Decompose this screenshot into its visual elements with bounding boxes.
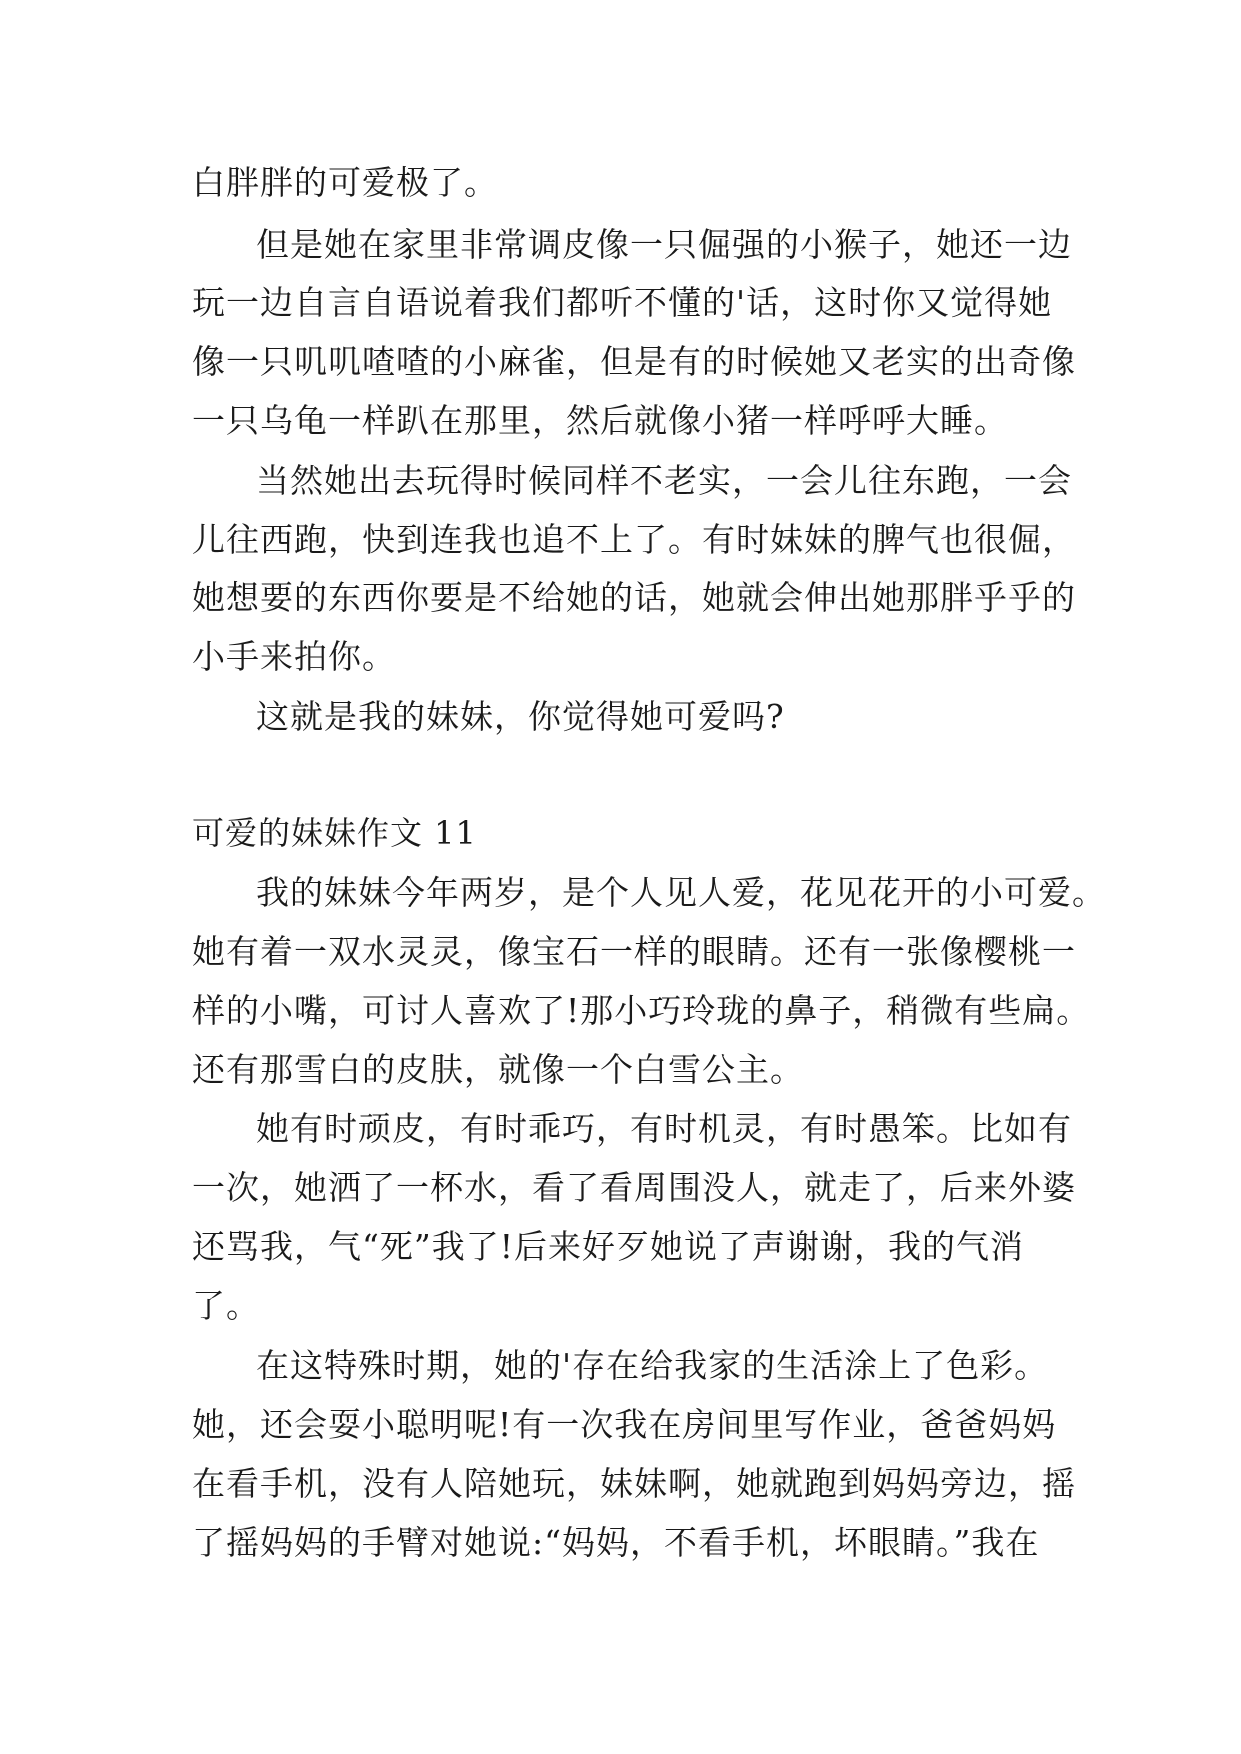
text-line: 小手来拍你。 (192, 637, 396, 676)
text-line: 她，还会耍小聪明呢!有一次我在房间里写作业，爸爸妈妈 (192, 1405, 1057, 1444)
text-line: 儿往西跑，快到连我也追不上了。有时妹妹的脾气也很倔， (192, 520, 1076, 559)
text-line: 样的小嘴，可讨人喜欢了!那小巧玲珑的鼻子，稍微有些扁。 (192, 991, 1091, 1030)
text-line: 这就是我的妹妹，你觉得她可爱吗? (256, 697, 785, 736)
text-line: 了。 (192, 1286, 260, 1325)
text-line: 她有着一双水灵灵，像宝石一样的眼睛。还有一张像樱桃一 (192, 932, 1076, 971)
text-line: 但是她在家里非常调皮像一只倔强的小猴子，她还一边 (256, 225, 1072, 264)
text-line: 当然她出去玩得时候同样不老实，一会儿往东跑，一会 (256, 461, 1072, 500)
text-line: 我的妹妹今年两岁，是个人见人爱，花见花开的小可爱。 (256, 873, 1106, 912)
text-line: 玩一边自言自语说着我们都听不懂的'话，这时你又觉得她 (192, 283, 1053, 322)
text-line: 她有时顽皮，有时乖巧，有时机灵，有时愚笨。比如有 (256, 1109, 1072, 1148)
text-line: 她想要的东西你要是不给她的话，她就会伸出她那胖乎乎的 (192, 578, 1076, 617)
text-line: 一次，她洒了一杯水，看了看周围没人，就走了，后来外婆 (192, 1168, 1076, 1207)
text-line: 在这特殊时期，她的'存在给我家的生活涂上了色彩。 (256, 1346, 1049, 1385)
text-line: 了摇妈妈的手臂对她说:“妈妈，不看手机，坏眼睛。”我在 (192, 1523, 1040, 1562)
text-line: 还骂我，气“死”我了!后来好歹她说了声谢谢，我的气消 (192, 1227, 1025, 1266)
text-line: 白胖胖的可爱极了。 (192, 163, 498, 202)
text-line: 在看手机，没有人陪她玩，妹妹啊，她就跑到妈妈旁边，摇 (192, 1464, 1076, 1503)
text-line: 一只乌龟一样趴在那里，然后就像小猪一样呼呼大睡。 (192, 401, 1008, 440)
text-line: 还有那雪白的皮肤，就像一个白雪公主。 (192, 1050, 804, 1089)
section-heading: 可爱的妹妹作文 11 (192, 814, 477, 852)
text-line: 像一只叽叽喳喳的小麻雀，但是有的时候她又老实的出奇像 (192, 342, 1076, 381)
